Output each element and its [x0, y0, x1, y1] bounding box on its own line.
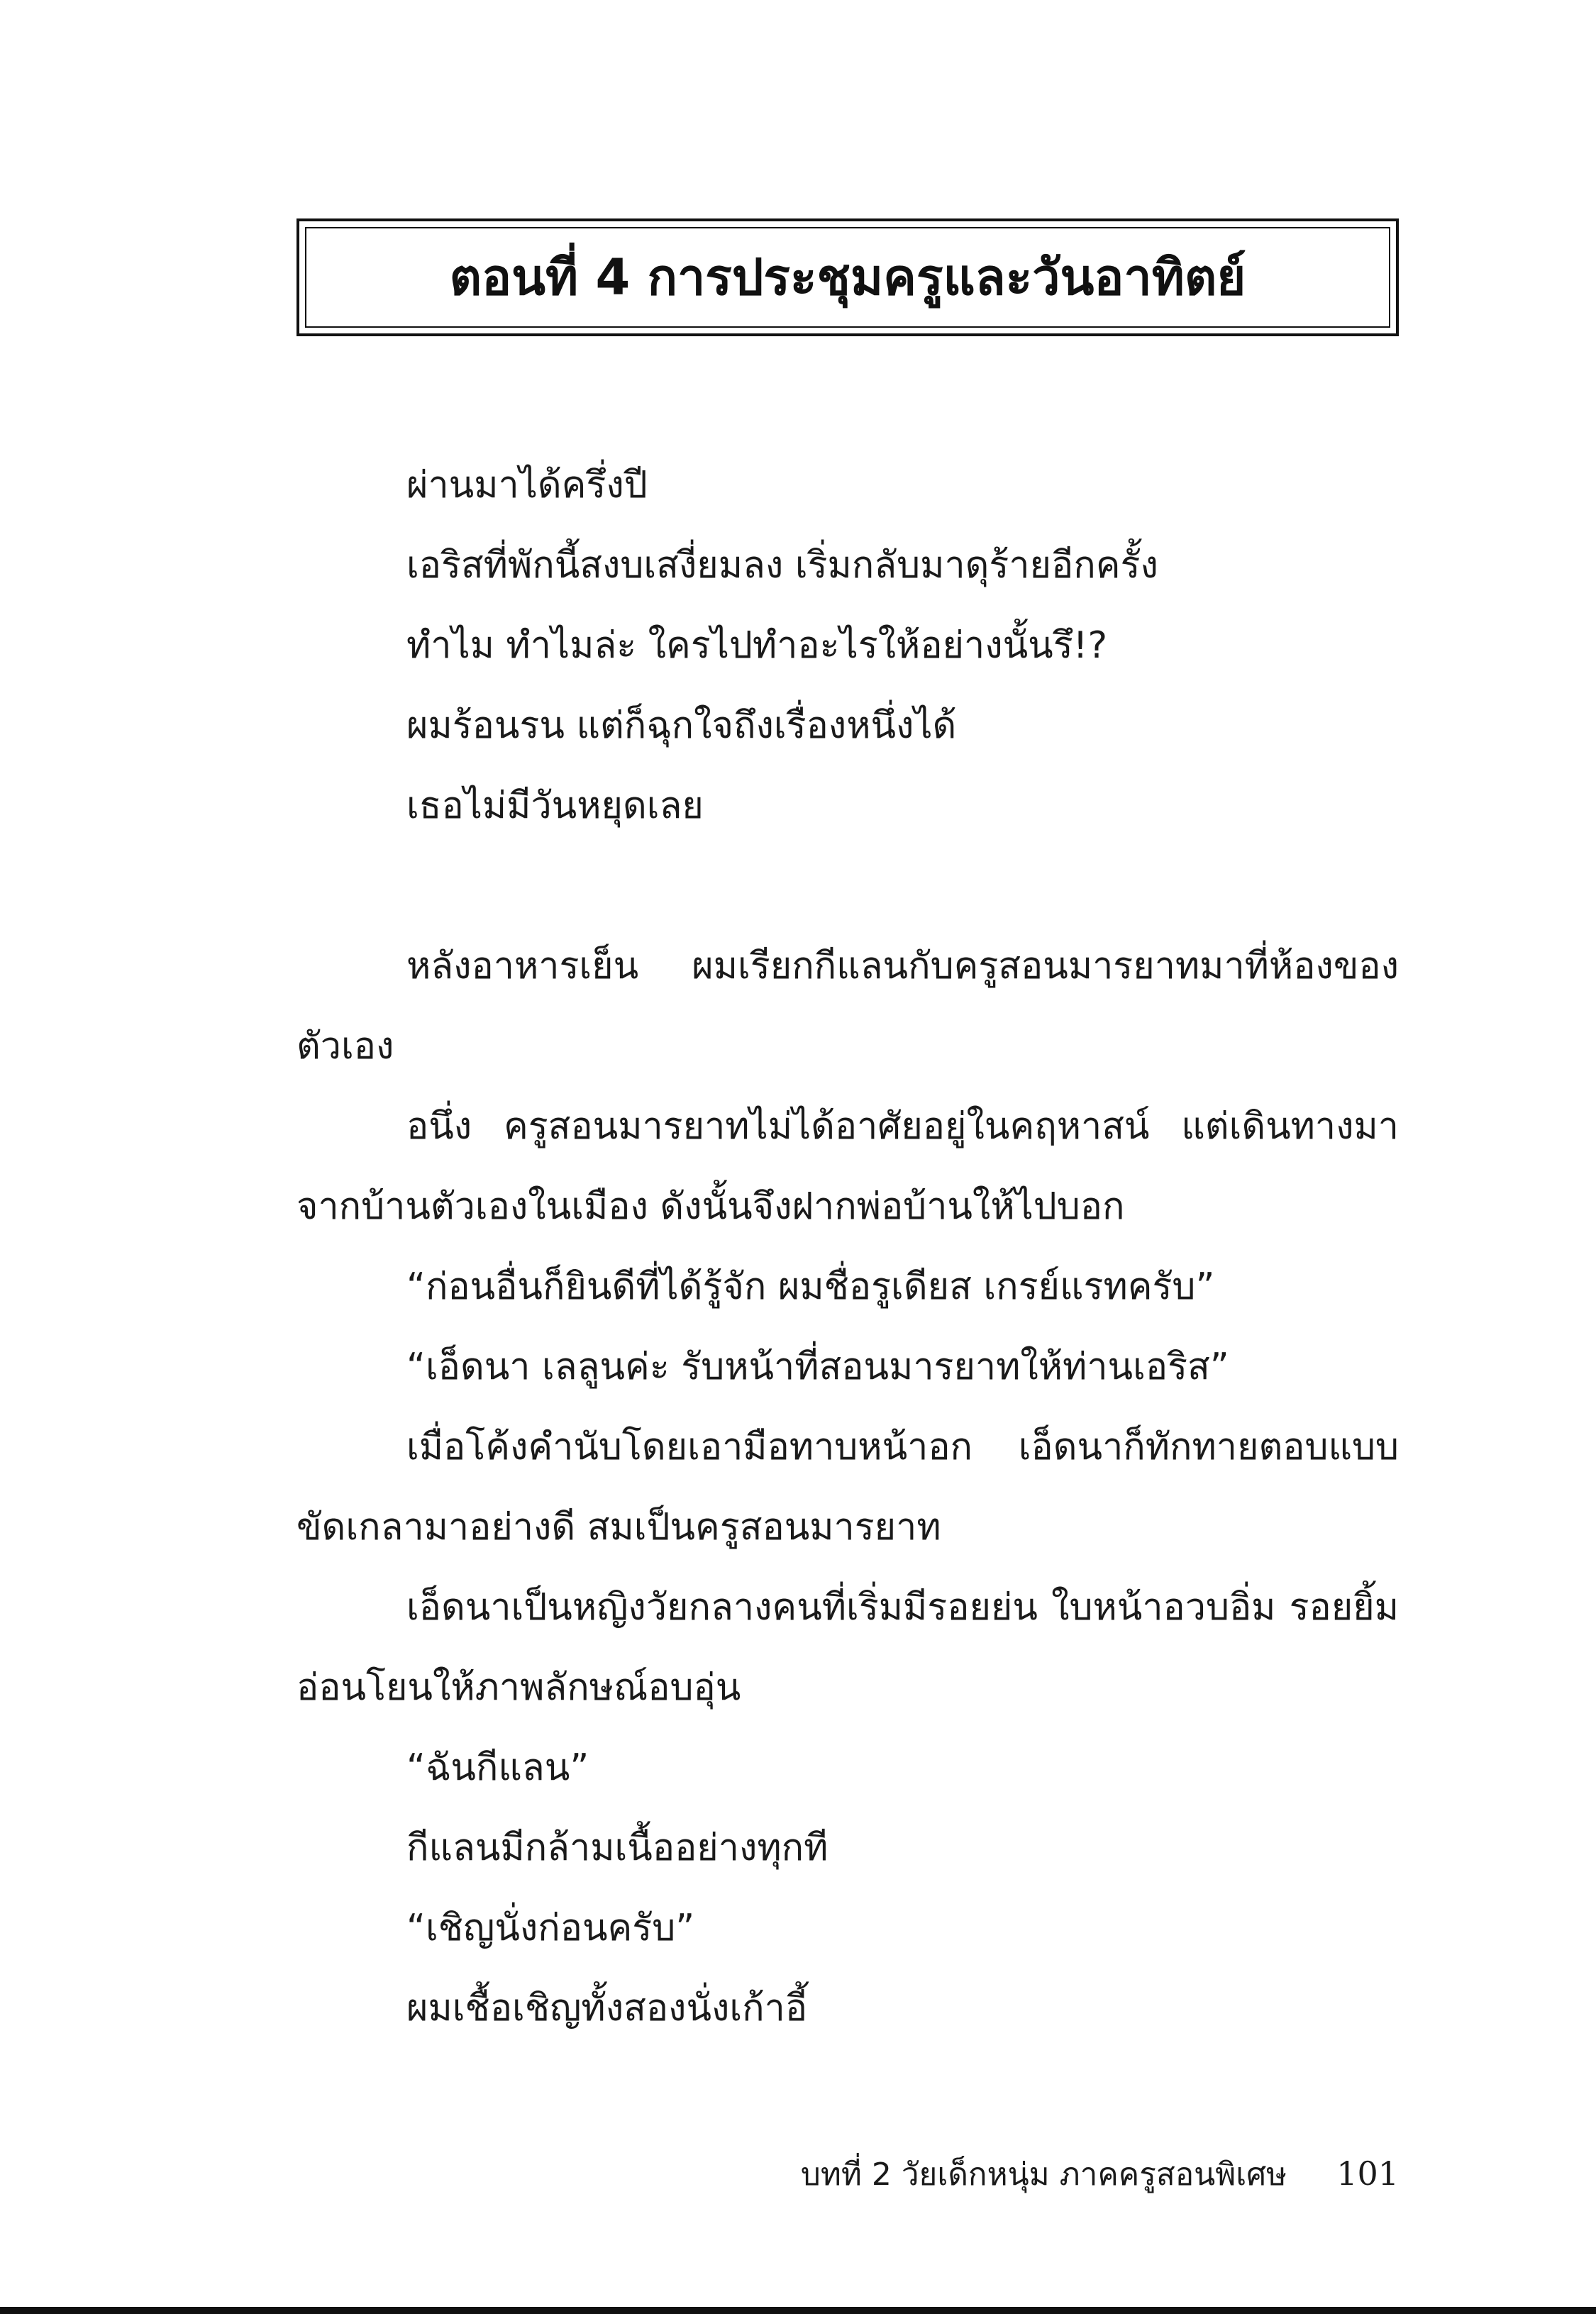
page-footer — [297, 2149, 1399, 2199]
paragraph-line: อนึ่ง ครูสอนมารยาทไม่ได้อาศัยอยู่ในคฤหาสน์ แต่เดินทางมา — [406, 1105, 1399, 1148]
running-head: บทที่ 2 วัยเด็กหนุ่ม ภาคครูสอนพิเศษ — [800, 2157, 1287, 2193]
paragraph-line: จากบ้านตัวเองในเมือง ดังนั้นจึงฝากพ่อบ้านให้ไปบอก — [297, 1185, 1125, 1228]
paragraph-line: กีแลนมีกล้ามเนื้ออย่างทุกที — [406, 1827, 829, 1869]
bottom-edge-rule — [0, 2307, 1596, 2314]
paragraph-line: ผ่านมาได้ครึ่งปี — [406, 464, 648, 506]
chapter-title: ตอนที่ 4 การประชุมครูและวันอาทิตย์ — [449, 248, 1246, 306]
chapter-title-frame — [297, 218, 1399, 336]
paragraph-line: หลังอาหารเย็น ผมเรียกกีแลนกับครูสอนมารยาทมาที่ห้องของ — [406, 945, 1399, 987]
paragraph-line: “เอ็ดนา เลลูนค่ะ รับหน้าที่สอนมารยาทให้ท่านเอริส” — [406, 1346, 1229, 1388]
paragraph-line: เอ็ดนาเป็นหญิงวัยกลางคนที่เริ่มมีรอยย่น ใบหน้าอวบอิ่ม รอยยิ้ม — [406, 1586, 1399, 1629]
paragraph-line: เอริสที่พักนี้สงบเสงี่ยมลง เริ่มกลับมาดุร้ายอีกครั้ง — [406, 544, 1158, 587]
paragraph-line: เมื่อโค้งคำนับโดยเอามือทาบหน้าอก เอ็ดนาก็ทักทายตอบแบบ — [406, 1426, 1399, 1468]
paragraph-line: “ก่อนอื่นก็ยินดีที่ได้รู้จัก ผมชื่อรูเดียส เกรย์แรทครับ” — [406, 1266, 1215, 1308]
page-number: 101 — [1336, 2154, 1399, 2193]
chapter-title-inner-frame — [305, 227, 1390, 328]
body-text — [297, 445, 1399, 2049]
paragraph-line: ขัดเกลามาอย่างดี สมเป็นครูสอนมารยาท — [297, 1506, 941, 1549]
section-break — [297, 846, 1399, 926]
paragraph-line: “ฉันกีแลน” — [406, 1746, 589, 1789]
paragraph-line: อ่อนโยนให้ภาพลักษณ์อบอุ่น — [297, 1666, 741, 1709]
paragraph-line: ผมเชื้อเชิญทั้งสองนั่งเก้าอี้ — [406, 1987, 808, 2030]
paragraph-line: เธอไม่มีวันหยุดเลย — [406, 785, 704, 827]
paragraph-line: ผมร้อนรน แต่ก็ฉุกใจถึงเรื่องหนึ่งได้ — [406, 704, 957, 747]
paragraph-line: ทำไม ทำไมล่ะ ใครไปทำอะไรให้อย่างนั้นรึ!? — [406, 624, 1108, 667]
paragraph-line: ตัวเอง — [297, 1025, 394, 1068]
paragraph-line: “เชิญนั่งก่อนครับ” — [406, 1907, 695, 1949]
